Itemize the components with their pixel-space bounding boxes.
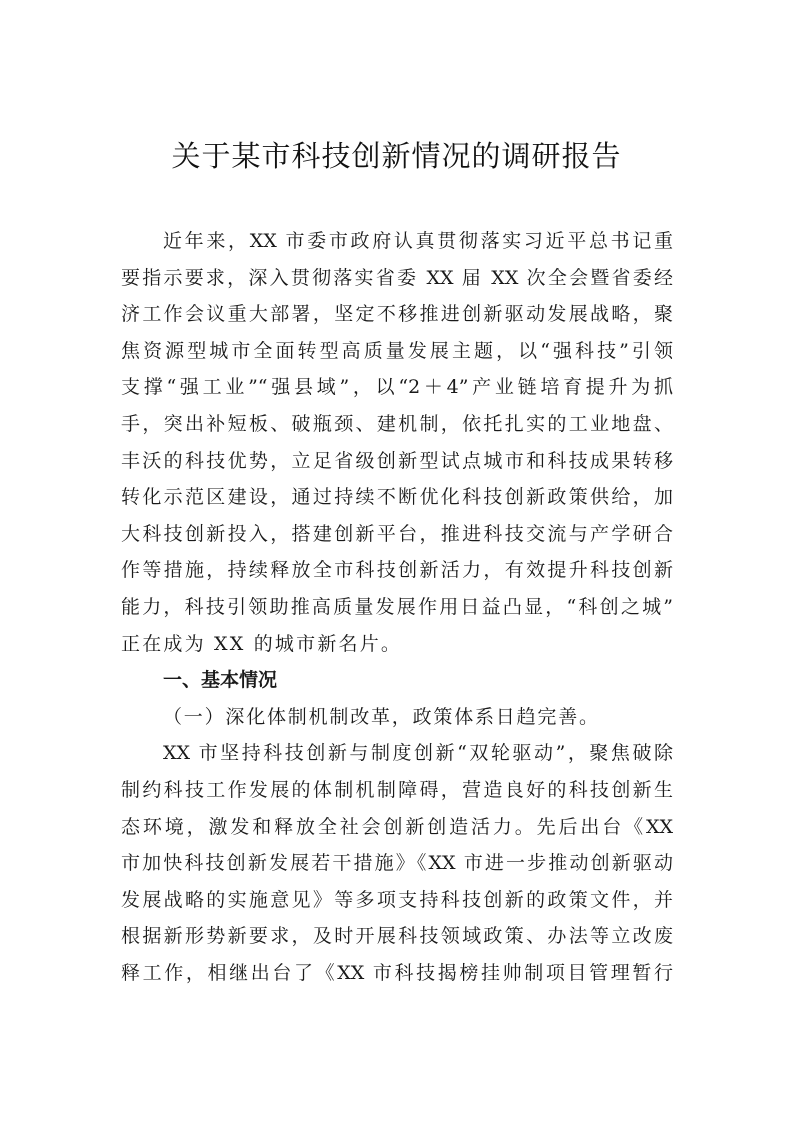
paragraph-line: 大科技创新投入，搭建创新平台，推进科技交流与产学研合	[121, 522, 673, 545]
paragraph-line: 市加快科技创新发展若干措施》《XX 市进一步推动创新驱动	[121, 852, 673, 875]
paragraph-line: 制约科技工作发展的体制机制障碍，营造良好的科技创新生	[121, 778, 673, 801]
paragraph-line: 近年来，XX 市委市政府认真贯彻落实习近平总书记重	[163, 230, 673, 252]
paragraph-line: 焦资源型城市全面转型高质量发展主题，以“强科技”引领	[121, 339, 673, 362]
document-title: 关于某市科技创新情况的调研报告	[171, 139, 622, 173]
paragraph-line: 释工作，相继出台了《XX 市科技揭榜挂帅制项目管理暂行	[121, 961, 673, 984]
paragraph-line: 态环境，激发和释放全社会创新创造活力。先后出台《XX	[121, 815, 673, 838]
paragraph-line: 丰沃的科技优势，立足省级创新型试点城市和科技成果转移	[121, 449, 673, 472]
subsection-paragraph	[121, 735, 673, 991]
paragraph-line: 正在成为 XX 的城市新名片。	[121, 632, 403, 655]
paragraph-line: 能力，科技引领助推高质量发展作用日益凸显，“科创之城”	[121, 595, 673, 618]
paragraph-line: 发展战略的实施意见》等多项支持科技创新的政策文件，并	[121, 888, 673, 911]
paragraph-line: 支撑“强工业”“强县域”，以“2＋4”产业链培育提升为抓	[121, 376, 673, 399]
document-body	[121, 223, 673, 991]
section-heading: 一、基本情况	[163, 669, 278, 692]
paragraph-line: XX 市坚持科技创新与制度创新“双轮驱动”，聚焦破除	[163, 742, 673, 765]
subsection-heading: （一）深化体制机制改革，政策体系日趋完善。	[163, 705, 600, 728]
paragraph-line: 济工作会议重大部署，坚定不移推进创新驱动发展战略，聚	[121, 303, 673, 326]
paragraph-line: 作等措施，持续释放全市科技创新活力，有效提升科技创新	[121, 559, 673, 582]
intro-paragraph	[121, 223, 673, 662]
paragraph-line: 根据新形势新要求，及时开展科技领域政策、办法等立改废	[121, 925, 673, 948]
paragraph-line: 转化示范区建设，通过持续不断优化科技创新政策供给，加	[121, 486, 673, 509]
paragraph-line: 要指示要求，深入贯彻落实省委 XX 届 XX 次全会暨省委经	[121, 266, 673, 289]
paragraph-line: 手，突出补短板、破瓶颈、建机制，依托扎实的工业地盘、	[121, 412, 673, 435]
